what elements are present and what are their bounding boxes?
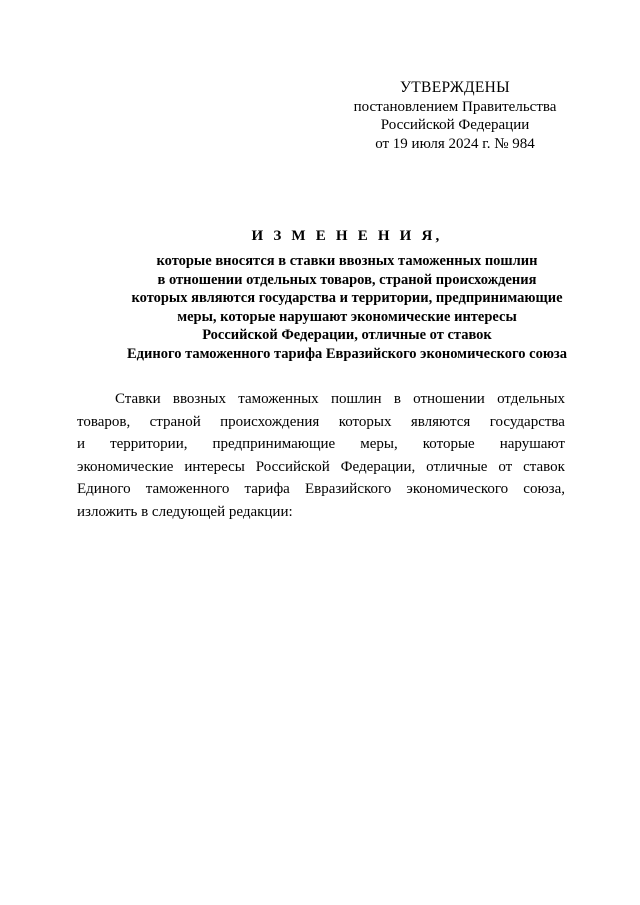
word: Российской [255, 458, 330, 475]
title-heading: И З М Е Н Е Н И Я, [251, 228, 443, 244]
title-line-3: которых являются государства и территории, предпринимающие [131, 290, 563, 306]
body-line-6: изложить в следующей редакции: [77, 503, 293, 520]
word: таможенного [145, 481, 230, 497]
word: тарифа [244, 481, 290, 497]
word: отличные [426, 458, 488, 475]
word: территории, [110, 436, 188, 452]
approval-line-3: от 19 июля 2024 г. № 984 [375, 135, 535, 152]
word: экономические [77, 458, 174, 475]
word: экономического [406, 481, 509, 497]
word: страной [149, 413, 201, 430]
word: меры, [360, 436, 398, 452]
word: Евразийского [304, 481, 392, 497]
approval-line-2: Российской Федерации [380, 117, 530, 133]
word: интересы [184, 458, 245, 475]
word: Ставки [115, 391, 161, 407]
body-paragraph [77, 388, 565, 523]
title-line-1: которые вносятся в ставки ввозных таможенных пошлин [156, 253, 538, 269]
body-line-1 [77, 388, 565, 411]
word: таможенных [238, 391, 319, 407]
body-line-5 [77, 478, 565, 501]
word: предпринимающие [212, 436, 336, 452]
word: и [77, 436, 86, 452]
word: которые [422, 436, 475, 452]
title-line-4: меры, которые нарушают экономические интересы [177, 308, 517, 325]
body-line-2 [77, 411, 565, 434]
document-title [40, 226, 640, 363]
word: являются [410, 413, 471, 430]
word: Федерации, [340, 458, 416, 475]
approval-line-1: постановлением Правительства [353, 98, 557, 115]
word: товаров, [77, 413, 131, 430]
word: происхождения [220, 413, 320, 430]
word: отдельных [497, 391, 565, 407]
word: ввозных [172, 391, 226, 407]
word: союза, [523, 481, 565, 497]
word: которых [338, 413, 392, 430]
approval-block [340, 79, 570, 153]
body-line-4 [77, 456, 565, 479]
title-line-5: Российской Федерации, отличные от ставок [202, 327, 492, 343]
title-line-2: в отношении отдельных товаров, страной происхождения [157, 271, 537, 288]
word: в [393, 391, 401, 407]
word: государства [489, 413, 565, 430]
word: Единого [77, 481, 131, 497]
title-line-6: Единого таможенного тарифа Евразийского экономического союза [127, 345, 567, 362]
word: пошлин [330, 391, 382, 407]
word: от [498, 458, 513, 475]
word: нарушают [499, 436, 565, 452]
word: ставок [523, 458, 565, 475]
word: отношении [413, 391, 485, 407]
approval-status: УТВЕРЖДЕНЫ [400, 79, 510, 96]
body-line-3 [77, 433, 565, 456]
